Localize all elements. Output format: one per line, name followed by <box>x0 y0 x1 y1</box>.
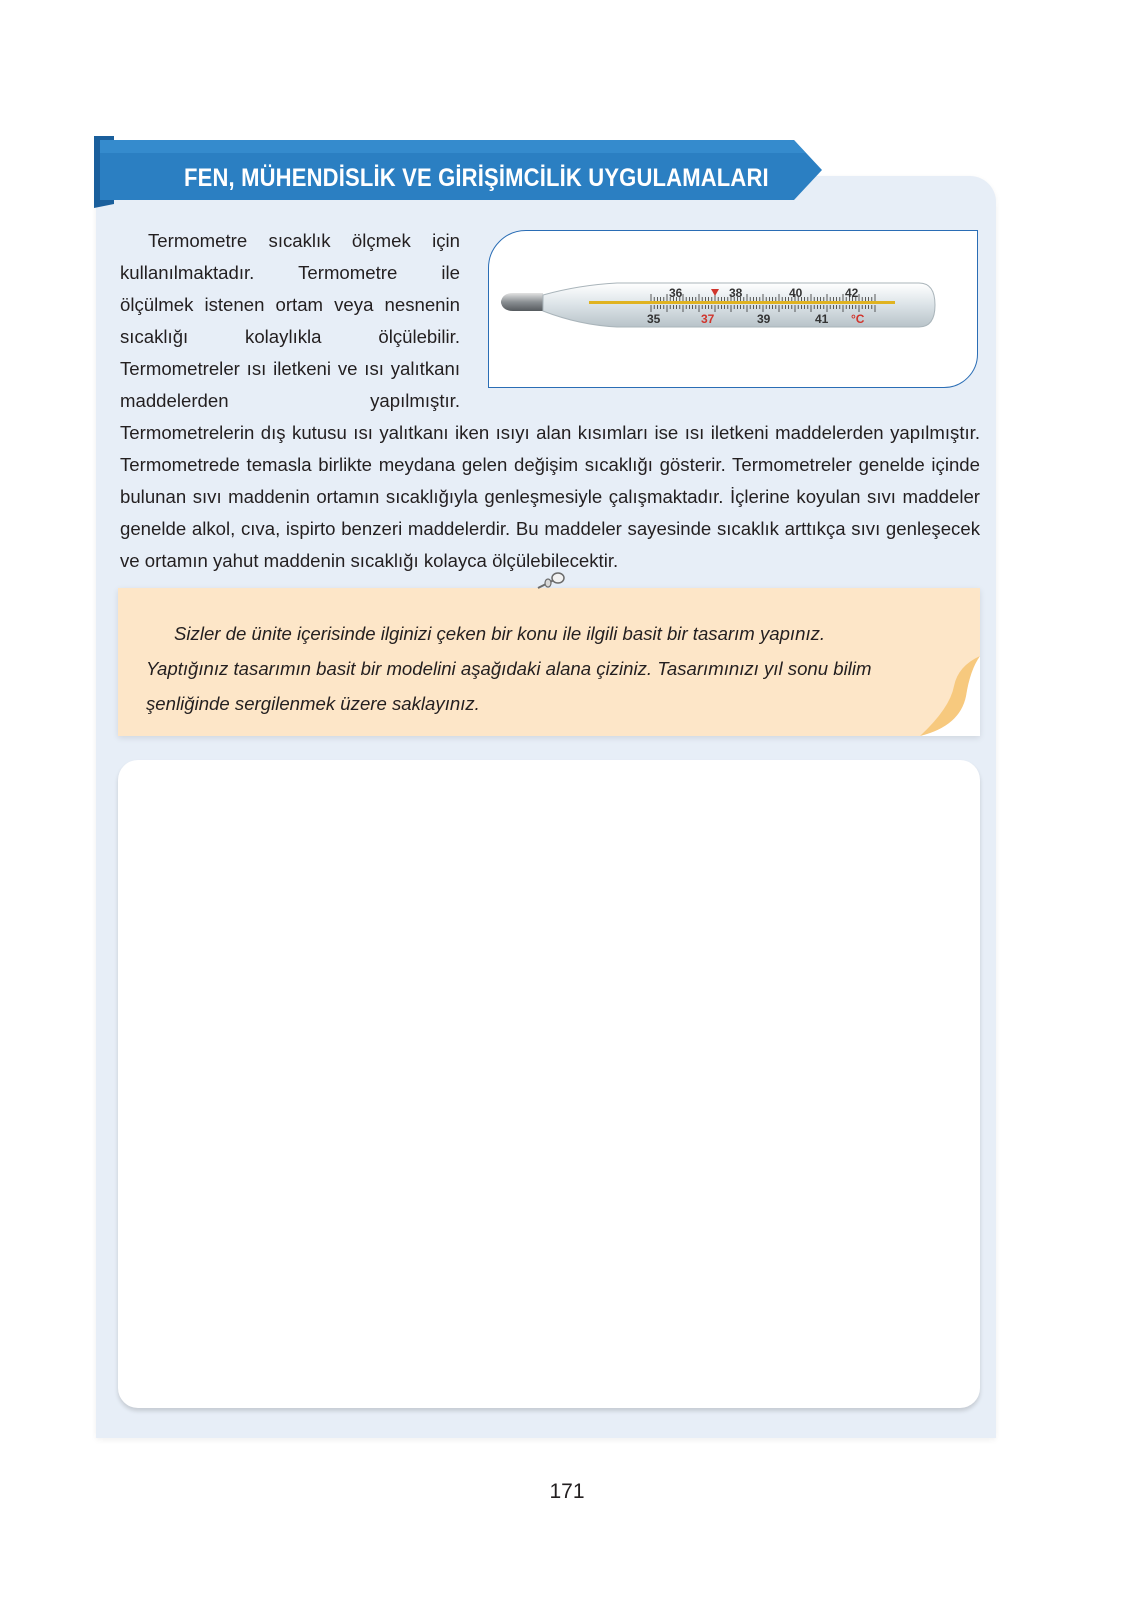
drawing-area[interactable] <box>118 760 980 1408</box>
note-line-2: Yaptığınız tasarımın basit bir modelini aşağıdaki alana çiziniz. Tasarımınızı yıl sonu bilim <box>146 658 872 679</box>
thermometer-liquid-column <box>589 301 895 304</box>
scale-label-41: 41 <box>815 312 829 326</box>
intro-text: Termometre sıcaklık ölçmek için kullanılmaktadır. Termometre ile ölçülmek istenen ortam veya nesnenin sıcaklığı kolaylıkla ölçülebilir. Termometreler ısı iletkeni ve ısı yalıtkanı maddelerden yapılmıştır. Termometrelerin dış kutusu ısı yalıtkanı iken ısıyı alan kısımları ise ısı iletkeni maddelerden yapılmıştır. Termometrede temasla birlikte meydana gelen değişim sıcaklığı gösterir. Termometreler genelde içinde bulunan sıvı maddenin ortamın sıcaklığıyla genleşmesiyle çalışmaktadır. İçlerine koyulan sıvı maddeler genelde alkol, cıva, ispirto benzeri maddelerdir. Bu maddeler sayesinde sıcaklık arttıkça sıvı genleşecek ve ortamın yahut maddenin sıcaklığı kolayca ölçülebilecektir. <box>120 230 980 571</box>
scale-label-38: 38 <box>729 286 743 300</box>
note-line-3: şenliğinde sergilenmek üzere saklayınız. <box>146 693 480 714</box>
note-line-1: Sizler de ünite içerisinde ilginizi çeken bir konu ile ilgili basit bir tasarım yapınız. <box>174 623 826 644</box>
page-number: 171 <box>549 1480 585 1503</box>
banner-title: FEN, MÜHENDİSLİK VE GİRİŞİMCİLİK UYGULAMALARI <box>184 164 769 192</box>
scale-label-42: 42 <box>845 286 859 300</box>
note-text <box>146 616 922 721</box>
scale-label-40: 40 <box>789 286 803 300</box>
thermometer-illustration <box>489 231 979 389</box>
scale-label-36: 36 <box>669 286 683 300</box>
thermometer-image-frame <box>488 230 978 388</box>
scale-label-39: 39 <box>757 312 771 326</box>
scale-label-37: 37 <box>701 312 715 326</box>
section-banner <box>94 136 846 216</box>
activity-note <box>118 588 980 736</box>
scale-label-35: 35 <box>647 312 661 326</box>
pushpin-icon <box>534 570 570 594</box>
page-curl <box>920 656 980 736</box>
scale-unit: °C <box>851 312 865 326</box>
